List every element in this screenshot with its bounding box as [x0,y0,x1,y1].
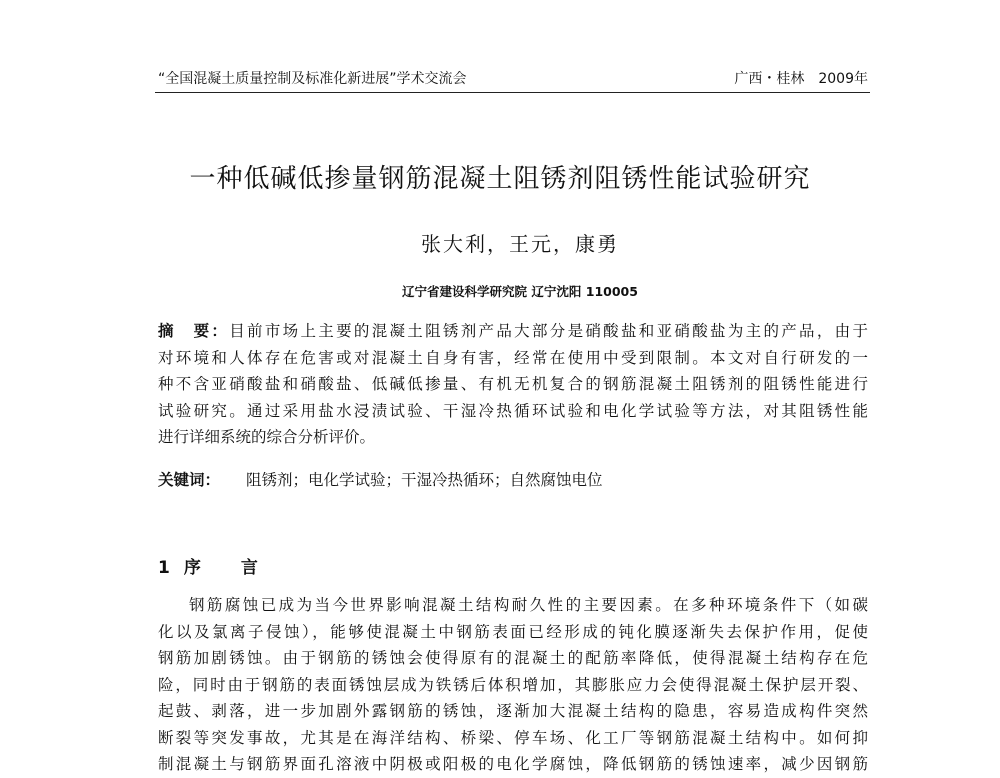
section-body [158,592,868,778]
body-line: 钢筋腐蚀已成为当今世界影响混凝土结构耐久性的主要因素。在多种环境条件下（如碳 [189,596,868,614]
keywords [158,468,603,490]
conference-name: “全国混凝土质量控制及标准化新进展”学术交流会 [158,71,467,87]
abstract-line: 种不含亚硝酸盐和硝酸盐、低碱低掺量、有机无机复合的钢筋混凝土阻锈剂的阻锈性能进行 [158,375,868,393]
keywords-label: 关键词： [158,471,221,489]
abstract-line: 试验研究。通过采用盐水浸渍试验、干湿冷热循环试验和电化学试验等方法，对其阻锈性能 [158,401,868,420]
header-rule [155,92,870,93]
authors: 张大利，王元，康勇 [421,232,619,256]
body-line: 起鼓、剥落，进一步加剧外露钢筋的锈蚀，逐渐加大混凝土结构的隐患，容易造成构件突然 [158,702,868,720]
body-line: 钢筋加剧锈蚀。由于钢筋的锈蚀会使得原有的混凝土的配筋率降低，使得混凝土结构存在危 [158,649,868,667]
body-line: 险，同时由于钢筋的表面锈蚀层成为铁锈后体积增加，其膨胀应力会使得混凝土保护层开裂、 [158,675,868,694]
running-header [158,68,868,90]
abstract-line: 摘 要：目前市场上主要的混凝土阻锈剂产品大部分是硝酸盐和亚硝酸盐为主的产品，由于 [158,322,868,340]
keywords-text: 阻锈剂；电化学试验；干湿冷热循环；自然腐蚀电位 [246,471,603,489]
abstract-label: 摘 要： [158,322,230,340]
body-line: 制混凝土与钢筋界面孔溶液中阴极或阳极的电化学腐蚀，降低钢筋的锈蚀速率，减少因钢筋 [158,755,868,773]
body-line: 化以及氯离子侵蚀），能够使混凝土中钢筋表面已经形成的钝化膜逐渐失去保护作用，促使 [158,622,868,641]
abstract-line: 进行详细系统的综合分析评价。 [158,428,376,446]
affiliation: 辽宁省建设科学研究院 辽宁沈阳 110005 [402,284,638,299]
body-line: 断裂等突发事故，尤其是在海洋结构、桥梁、停车场、化工厂等钢筋混凝土结构中。如何抑 [158,728,868,747]
abstract [158,318,868,451]
location-date: 广西・桂林 2009年 [734,71,868,87]
paper-title: 一种低碱低掺量钢筋混凝土阻锈剂阻锈性能试验研究 [189,164,811,194]
section-number: 1 [158,558,170,578]
section-heading: 1 序 言 [158,558,258,578]
abstract-line: 对环境和人体存在危害或对混凝土自身有害，经常在使用中受到限制。本文对自行研发的一 [158,348,868,367]
